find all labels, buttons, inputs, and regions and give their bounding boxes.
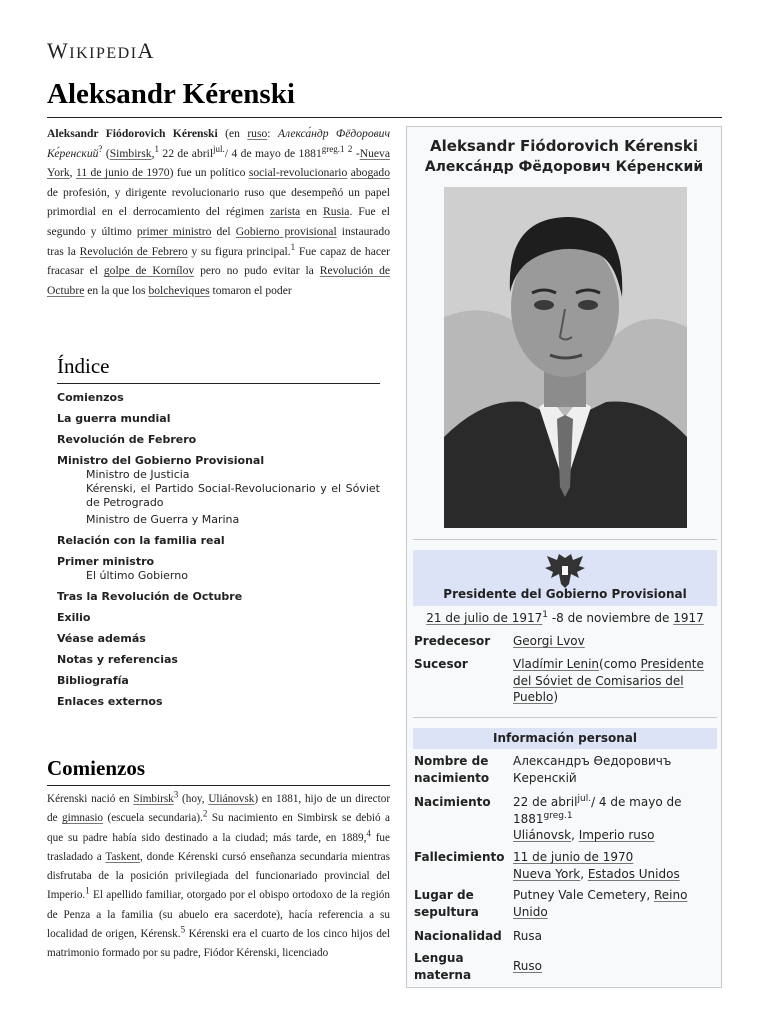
toc-item[interactable]: Revolución de Febrero <box>57 433 197 446</box>
office-header <box>413 550 717 606</box>
link-term-start[interactable]: 21 de julio de 1917 <box>426 611 543 625</box>
toc-item[interactable]: Bibliografía <box>57 674 129 687</box>
portrait-photo[interactable] <box>444 187 687 528</box>
link-term-end-year[interactable]: 1917 <box>673 611 704 625</box>
portrait-illustration <box>444 187 687 528</box>
link-death-place[interactable]: Nueva York <box>513 866 581 881</box>
toc-subitem[interactable]: El último Gobierno <box>86 569 188 582</box>
calendar-marker: greg.1 <box>321 143 345 154</box>
burial-row: Lugar de sepultura Putney Vale Cemetery, Reino Unido <box>414 888 688 919</box>
link-ulianovsk[interactable]: Uliánovsk <box>208 793 255 805</box>
link-abogado[interactable]: abogado <box>350 166 390 180</box>
toc-item[interactable]: Exilio <box>57 611 91 624</box>
birthname-row: Nombre de nacimiento Александръ Ѳедоровичъ Керенскій <box>414 754 672 785</box>
link-simbirsk[interactable]: Simbirsk <box>109 146 152 160</box>
link-predecessor[interactable]: Georgi Lvov <box>513 634 585 648</box>
reference-marker[interactable]: 1 <box>85 885 90 896</box>
infobox <box>406 126 722 988</box>
link-birth-place[interactable]: Uliánovsk <box>513 828 572 842</box>
successor-row: Sucesor Vladímir Lenin(como Presidente del Sóviet de Comisarios del Pueblo) <box>414 657 704 704</box>
link-gimnasio[interactable]: gimnasio <box>62 812 104 825</box>
infobox-divider <box>413 717 717 718</box>
link-ruso[interactable]: ruso <box>247 127 268 140</box>
reference-marker[interactable]: ? <box>98 143 103 154</box>
reference-marker[interactable]: 1 <box>542 610 548 620</box>
nationality-row: Nacionalidad Rusa <box>414 929 543 943</box>
reference-marker[interactable]: 2 <box>347 143 353 154</box>
reference-marker[interactable]: 3 <box>173 789 179 800</box>
lead-paragraph: Aleksandr Fiódorovich Kérenski (en ruso: Алекса́ндр Фёдорович Ке́ренский? (Simbirsk,$^1$ 22 de abril$^{jul.}$/ 4 de mayo de $1881^{greg.1}$ $^2$ -Nueva York, 11 de junio de 1970) fue un político social-revolucionario abogado de profesión, y dirigente revolucionario ruso que desempeñó un papel primordial en el derrocamiento del régimen zarista en Rusia. Fue el segundo y último primer ministro del Gobierno provisional instaurado tras la Revolución de Febrero y su figura principal.$^1$ Fue capaz de hacer fracasar el golpe de Kornílov pero no pudo evitar la Revolución de Octubre en la que los bolcheviques tomaron el poder <box>47 127 391 297</box>
reference-marker[interactable]: 5 <box>180 924 186 935</box>
infobox-native-name: Алекса́ндр Фёдорович Ке́ренский <box>424 159 704 175</box>
predecessor-row: Predecesor Georgi Lvov <box>414 634 585 648</box>
link-birth-country[interactable]: Imperio ruso <box>578 828 655 842</box>
section-paragraph: Kérenski nació en Simbirsk$^3$ (hoy, Uliánovsk) en 1881, hijo de un director de gimnasio (escuela secundaria).$^2$ Su nacimiento en Simbirsk se debió a que su padre había sido destinado a la ciudad; más tarde, en 1889,$^4$ fue trasladado a Taskent, donde Kérenski cursó enseñanza secundaria mientras disfrutaba de la posición privilegiada del funcionariado provincial del Imperio.$^1$ El apellido familiar, otorgado por el obispo ortodoxo de la región de Penza a la familia (su abuelo era sacerdote), hacía referencia a su localidad de origen, Kérensk.$^5$ Kérenski era el cuarto de los cinco hijos del matrimonio formado por su padre, Fiódor Kérenski, licenciado <box>47 789 391 960</box>
link-nueva-york[interactable]: Nueva York <box>47 146 390 180</box>
toc-item[interactable]: Ministro del Gobierno Provisional <box>57 454 265 467</box>
link-primer-ministro[interactable]: primer ministro <box>136 224 212 238</box>
calendar-marker: jul. <box>213 143 225 154</box>
reference-marker[interactable]: 1 <box>154 143 159 154</box>
toc-item[interactable]: Tras la Revolución de Octubre <box>57 590 243 603</box>
table-of-contents <box>57 354 380 709</box>
toc-item[interactable]: Relación con la familia real <box>57 534 225 547</box>
toc-item[interactable]: Véase además <box>57 632 146 645</box>
toc-subitem[interactable]: Ministro de Justicia <box>86 468 190 481</box>
link-death-date[interactable]: 11 de junio de 1970 <box>513 850 634 864</box>
toc-title: Índice <box>57 354 380 384</box>
link-kornilov[interactable]: golpe de Kornílov <box>103 264 195 278</box>
language-row: Lengua materna Ruso <box>414 951 542 982</box>
infobox-divider <box>413 539 717 540</box>
link-taskent[interactable]: Taskent <box>105 850 141 863</box>
toc-item[interactable]: Enlaces externos <box>57 695 163 708</box>
link-revolucion-febrero[interactable]: Revolución de Febrero <box>79 244 188 258</box>
toc-item[interactable]: Notas y referencias <box>57 653 178 666</box>
section-heading: Comienzos <box>47 756 390 786</box>
link-revolucion-octubre[interactable]: Revolución de Octubre <box>47 264 391 297</box>
link-simbirsk[interactable]: Simbirsk <box>133 793 174 805</box>
birth-row: Nacimiento 22 de abril$^{jul.}$/ 4 de mayo de $1881^{greg.1}$ Uliánovsk, Imperio ruso <box>414 794 682 842</box>
personal-info-header: Información personal <box>413 728 717 749</box>
toc-item[interactable]: Primer ministro <box>57 555 155 568</box>
link-successor[interactable]: Vladímir Lenin <box>513 657 600 671</box>
office-title: Presidente del Gobierno Provisional <box>443 587 687 601</box>
death-row: Fallecimiento 11 de junio de 1970 Nueva York, Estados Unidos <box>414 850 680 881</box>
title-divider <box>47 117 722 118</box>
wikipedia-wordmark[interactable]: WIKIPEDIA <box>47 38 155 63</box>
link-death-date[interactable]: 11 de junio de 1970 <box>75 166 170 180</box>
double-headed-eagle-icon <box>543 552 587 590</box>
link-party[interactable]: social-revolucionario <box>248 166 348 180</box>
toc-subitem[interactable]: Ministro de Guerra y Marina <box>86 513 240 526</box>
link-language[interactable]: Ruso <box>513 959 542 973</box>
reference-marker[interactable]: 1 <box>290 241 296 252</box>
infobox-name: Aleksandr Fiódorovich Kérenski <box>430 137 698 155</box>
toc-subitem[interactable]: Kérenski, el Partido Social-Revolucionario y el Sóviet de Petrogrado <box>86 482 380 509</box>
link-gobierno-provisional[interactable]: Gobierno provisional <box>235 224 337 238</box>
reference-marker[interactable]: 4 <box>366 827 371 838</box>
link-rusia[interactable]: Rusia <box>323 205 350 219</box>
toc-item[interactable]: La guerra mundial <box>57 412 171 425</box>
page-title: Aleksandr Kérenski <box>47 78 295 110</box>
term-dates: 21 de julio de 1917$^1$ -8 de noviembre de 1917 <box>426 610 704 625</box>
link-successor-office[interactable]: Presidente del Sóviet de Comisarios del Pueblo <box>513 657 704 704</box>
link-death-country[interactable]: Estados Unidos <box>587 866 680 881</box>
toc-item[interactable]: Comienzos <box>57 391 124 404</box>
link-zarista[interactable]: zarista <box>269 205 301 219</box>
link-burial-country[interactable]: Reino Unido <box>513 888 688 919</box>
link-bolcheviques[interactable]: bolcheviques <box>148 283 210 297</box>
reference-marker[interactable]: 2 <box>202 808 208 819</box>
